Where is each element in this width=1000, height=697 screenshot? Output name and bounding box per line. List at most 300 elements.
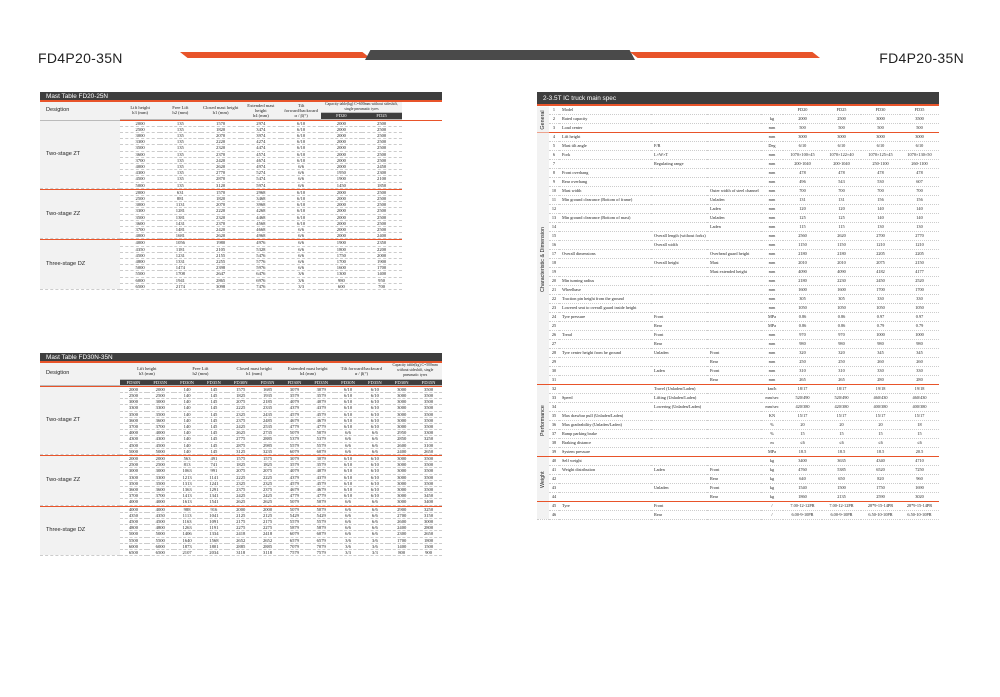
table-cell: 4500: [120, 442, 147, 448]
spec-value: [651, 376, 707, 385]
row-number: 45: [549, 502, 559, 511]
table-cell: 3500: [415, 468, 442, 474]
spec-value: 1700: [900, 286, 939, 295]
table-cell: 2600: [388, 519, 415, 525]
table-cell: 2800: [415, 525, 442, 531]
spec-value: 520/490: [822, 394, 861, 403]
spec-value: 980: [783, 340, 822, 349]
spec-value: [651, 457, 707, 466]
table-cell: 2435: [254, 411, 281, 417]
table-cell: 5328: [241, 246, 281, 252]
table-cell: 2000: [321, 208, 361, 214]
spec-value: 0.97: [900, 313, 939, 322]
spec-value: 6/10: [783, 142, 822, 151]
spec-value: 140: [861, 205, 900, 214]
unit-cell: mm: [761, 304, 783, 313]
table-cell: 145: [200, 442, 227, 448]
table-cell: 2625: [227, 430, 254, 436]
table-cell: 2500: [147, 462, 174, 468]
table-cell: 140: [174, 430, 201, 436]
table-cell: 5079: [308, 499, 335, 505]
spec-value: 496: [783, 178, 822, 187]
table-cell: 3300: [415, 430, 442, 436]
table-cell: 6/10: [281, 208, 321, 214]
spec-row: [537, 412, 939, 421]
spec-row: [537, 376, 939, 385]
spec-value: 1150: [822, 241, 861, 250]
table-cell: 1041: [200, 512, 227, 518]
table-cell: 5079: [281, 499, 308, 505]
table-cell: 135: [160, 126, 200, 132]
spec-value: 4090: [783, 268, 822, 277]
spec-value: 320: [822, 349, 861, 358]
spec-value: 3000: [900, 133, 939, 142]
table-cell: 5079: [281, 507, 308, 513]
table-cell: 3000: [388, 405, 415, 411]
spec-value: 700: [861, 187, 900, 196]
table-cell: 4679: [308, 487, 335, 493]
unit-cell: mm: [761, 376, 783, 385]
spec-value: 7250: [900, 466, 939, 475]
spec-value: [559, 160, 651, 169]
spec-value: Front overhang: [559, 169, 651, 178]
unit-cell: MPa: [761, 313, 783, 322]
table-cell: 2155: [201, 252, 241, 258]
table-cell: 2325: [227, 411, 254, 417]
table-cell: 1800: [415, 537, 442, 543]
spec-value: [651, 439, 707, 448]
table-cell: 2650: [415, 531, 442, 537]
spec-value: [707, 133, 761, 142]
spec-value: [559, 493, 651, 502]
spec-value: Laden: [707, 205, 761, 214]
table-cell: 2775: [227, 436, 254, 442]
table-cell: 3500: [147, 411, 174, 417]
spec-value: [707, 124, 761, 133]
spec-value: Unladen: [651, 349, 707, 358]
spec-row: [537, 367, 939, 376]
table-cell: 2500: [362, 139, 402, 145]
table-cell: 3000: [120, 202, 160, 208]
spec-value: 3400: [783, 457, 822, 466]
spec-row: [537, 142, 939, 151]
row-number: 11: [549, 196, 559, 205]
table-cell: 491: [200, 456, 227, 462]
spec-value: [651, 133, 707, 142]
table-cell: 2000: [147, 456, 174, 462]
table-cell: 3700: [147, 493, 174, 499]
spec-value: 2205: [861, 250, 900, 259]
spec-value: [559, 340, 651, 349]
table-cell: 2034: [200, 550, 227, 556]
spec-value: Lifting (Unladen/Laden): [651, 394, 707, 403]
table-cell: 4800: [120, 525, 147, 531]
table-cell: 2100: [362, 176, 402, 182]
spec-value: 980: [900, 340, 939, 349]
table-cell: 3125: [227, 448, 254, 454]
table-cell: 6/10: [335, 417, 362, 423]
spec-value: 478: [900, 169, 939, 178]
page-title-right: FD4P20-35N: [879, 50, 964, 66]
spec-value: 1070×100×45: [783, 151, 822, 160]
spec-value: Load center: [559, 124, 651, 133]
table-cell: 3500: [415, 462, 442, 468]
spec-value: 200-1040: [783, 160, 822, 169]
table-cell: 1681: [160, 233, 200, 239]
spec-value: 700: [900, 187, 939, 196]
table-cell: 2985: [254, 442, 281, 448]
unit-cell: %: [761, 430, 783, 439]
table-cell: 2500: [362, 220, 402, 226]
table-cell: 4668: [241, 227, 281, 233]
table-cell: 145: [200, 399, 227, 405]
row-number: 24: [549, 313, 559, 322]
unit-cell: mm: [761, 277, 783, 286]
table-cell: 3000: [388, 493, 415, 499]
spec-value: 120: [783, 205, 822, 214]
spec-row: [537, 169, 939, 178]
table-cell: 4379: [308, 405, 335, 411]
spec-value: 0.86: [822, 322, 861, 331]
spec-value: 260-1100: [900, 160, 939, 169]
table-cell: 5079: [308, 507, 335, 513]
table-cell: 2375: [227, 487, 254, 493]
spec-value: 6/10: [861, 142, 900, 151]
spec-value: Lowered seat to overall guard inside height: [559, 304, 651, 313]
table-cell: 6476: [241, 271, 281, 277]
spec-value: Laden: [707, 223, 761, 232]
spec-row: [537, 358, 939, 367]
row-number: 4: [549, 133, 559, 142]
spec-value: [559, 322, 651, 331]
table-cell: 3500: [415, 387, 442, 393]
table-cell: 3500: [120, 480, 147, 486]
table-cell: 2620: [201, 164, 241, 170]
table-cell: 3/3: [361, 550, 388, 556]
spec-value: [707, 151, 761, 160]
spec-value: 0.97: [861, 313, 900, 322]
table-cell: 1181: [160, 246, 200, 252]
spec-value: 305: [783, 295, 822, 304]
table-cell: 3500: [415, 405, 442, 411]
table-cell: 5079: [308, 430, 335, 436]
table-cell: 6/10: [361, 493, 388, 499]
table-cell: 2647: [201, 271, 241, 277]
table-cell: 4350: [120, 512, 147, 518]
model-subheader: FD35N: [415, 379, 442, 385]
spec-value: Rear overhang: [559, 178, 651, 187]
table-cell: 700: [362, 283, 402, 289]
unit-cell: KN: [761, 412, 783, 421]
spec-value: Fork: [559, 151, 651, 160]
table-cell: 3235: [254, 448, 281, 454]
spec-row: [537, 403, 939, 412]
table-cell: 145: [200, 405, 227, 411]
unit-cell: kg: [761, 484, 783, 493]
unit-cell: mm: [761, 169, 783, 178]
table-cell: 7079: [308, 543, 335, 549]
table-cell: 6/10: [335, 462, 362, 468]
table-cell: 2885: [227, 543, 254, 549]
table-cell: 6/6: [281, 265, 321, 271]
table-cell: 6/6: [281, 259, 321, 265]
table-cell: 3579: [308, 393, 335, 399]
mast-type-label: Two-stage ZT: [40, 121, 120, 189]
table-cell: 1685: [254, 387, 281, 393]
spec-value: [707, 385, 761, 394]
row-number: 22: [549, 295, 559, 304]
unit-cell: mm: [761, 214, 783, 223]
spec-value: [707, 304, 761, 313]
table-cell: 3600: [120, 151, 160, 157]
table-cell: 2000: [321, 214, 361, 220]
table-cell: 1541: [200, 499, 227, 505]
spec-value: [707, 322, 761, 331]
table-cell: 800: [388, 550, 415, 556]
spec-value: 478: [861, 169, 900, 178]
table-cell: 2400: [388, 448, 415, 454]
table-cell: 2175: [254, 519, 281, 525]
table-cell: 2400: [388, 525, 415, 531]
table-cell: 3000: [120, 468, 147, 474]
table-cell: 1381: [160, 214, 200, 220]
spec-value: [651, 169, 707, 178]
spec-title: 2-3.5T IC truck main spec: [537, 92, 939, 106]
table-cell: 5000: [120, 265, 160, 271]
table-cell: 6/10: [361, 424, 388, 430]
table-cell: 4000: [120, 499, 147, 505]
table-cell: 1873: [174, 543, 201, 549]
header-accent-left: [180, 52, 370, 58]
table-cell: 3474: [241, 126, 281, 132]
row-number: 31: [549, 376, 559, 385]
table-cell: 4079: [308, 468, 335, 474]
spec-value: 650: [822, 475, 861, 484]
table-cell: 135: [160, 139, 200, 145]
spec-value: 460/430: [861, 394, 900, 403]
spec-value: 6/10: [822, 142, 861, 151]
spec-value: 0.86: [783, 313, 822, 322]
table-cell: 3468: [241, 196, 281, 202]
table-cell: 2620: [201, 233, 241, 239]
table-cell: 3300: [120, 405, 147, 411]
table-cell: 3/3: [335, 550, 362, 556]
unit-cell: %: [761, 421, 783, 430]
table-cell: 3079: [308, 387, 335, 393]
table-cell: 2175: [227, 519, 254, 525]
table-cell: 6/6: [361, 525, 388, 531]
column-header: Tilt forward/backward α / β(°): [335, 363, 389, 379]
table-cell: 135: [160, 121, 200, 127]
unit-cell: mm: [761, 196, 783, 205]
table-cell: 1820: [201, 126, 241, 132]
table-cell: 2070: [201, 133, 241, 139]
table-cell: 7579: [281, 550, 308, 556]
row-number: 10: [549, 187, 559, 196]
spec-value: 4182: [861, 268, 900, 277]
table-cell: 4000: [147, 430, 174, 436]
table-cell: 2370: [201, 220, 241, 226]
spec-value: 345: [861, 349, 900, 358]
spec-category: Weight: [537, 457, 549, 502]
spec-row: [537, 259, 939, 268]
spec-value: 140: [900, 214, 939, 223]
table-cell: 2425: [254, 493, 281, 499]
table-cell: 5429: [281, 512, 308, 518]
table-cell: 4000: [120, 240, 160, 246]
column-header: Closed mast height h1 (mm): [201, 102, 241, 119]
spec-value: 500: [822, 124, 861, 133]
spec-value: [707, 448, 761, 457]
table-cell: 3000: [388, 393, 415, 399]
spec-value: Rear: [651, 322, 707, 331]
table-cell: 6/6: [361, 430, 388, 436]
unit-cell: mm: [761, 160, 783, 169]
spec-value: 1540: [783, 484, 822, 493]
spec-value: [559, 268, 651, 277]
spec-value: L×W×T: [651, 151, 707, 160]
spec-value: 2205: [900, 250, 939, 259]
spec-value: [651, 250, 707, 259]
table-cell: 6/6: [281, 164, 321, 170]
table-cell: 1141: [200, 474, 227, 480]
mast-table-title: Mast Table FD30N-35N: [40, 353, 442, 363]
unit-cell: /: [761, 502, 783, 511]
spec-value: [559, 259, 651, 268]
page-title-left: FD4P20-35N: [38, 50, 123, 66]
table-cell: 2652: [227, 537, 254, 543]
table-cell: 2500: [362, 145, 402, 151]
table-cell: 6/10: [335, 480, 362, 486]
spec-value: [651, 277, 707, 286]
spec-value: 500: [861, 124, 900, 133]
table-cell: 2105: [201, 246, 241, 252]
table-cell: 5976: [241, 265, 281, 271]
spec-row: [537, 502, 939, 511]
unit-cell: km/h: [761, 385, 783, 394]
model-subheader: FD35N: [361, 379, 388, 385]
spec-value: [559, 376, 651, 385]
table-cell: 5000: [147, 531, 174, 537]
spec-value: 820: [861, 475, 900, 484]
table-cell: 3000: [388, 387, 415, 393]
row-number: 6: [549, 151, 559, 160]
table-cell: 600: [321, 283, 361, 289]
spec-value: 0.86: [783, 322, 822, 331]
unit-cell: mm/sec: [761, 403, 783, 412]
table-cell: 1213: [174, 474, 201, 480]
spec-value: Rear: [707, 493, 761, 502]
table-cell: 3000: [388, 417, 415, 423]
model-subheader: FD30N: [281, 379, 308, 385]
spec-value: 18.5: [822, 448, 861, 457]
table-cell: 2900: [388, 507, 415, 513]
table-cell: 2350: [362, 240, 402, 246]
table-cell: 6/10: [335, 399, 362, 405]
row-number: 3: [549, 124, 559, 133]
table-cell: 3000: [388, 399, 415, 405]
spec-value: 15/17: [783, 412, 822, 421]
table-cell: 1400: [362, 271, 402, 277]
spec-value: 700: [783, 187, 822, 196]
spec-value: [651, 205, 707, 214]
table-cell: 3500: [415, 480, 442, 486]
spec-row: [537, 295, 939, 304]
table-cell: 6/10: [281, 139, 321, 145]
spec-value: 970: [822, 331, 861, 340]
table-cell: 7476: [241, 283, 281, 289]
spec-value: [707, 142, 761, 151]
table-cell: 6/10: [361, 468, 388, 474]
unit-cell: [761, 106, 783, 115]
spec-value: ≤6: [900, 439, 939, 448]
mast-type-label: Three-stage DZ: [40, 507, 120, 556]
table-cell: 2875: [227, 442, 254, 448]
table-cell: 5579: [281, 519, 308, 525]
table-cell: 2000: [321, 121, 361, 127]
table-cell: 6079: [308, 448, 335, 454]
spec-value: Front: [651, 313, 707, 322]
spec-value: 19/18: [900, 385, 939, 394]
mast-type-label: Three-stage DZ: [40, 240, 120, 289]
table-cell: 1113: [174, 512, 201, 518]
table-cell: 3300: [120, 139, 160, 145]
spec-value: Laden: [651, 466, 707, 475]
table-cell: 1191: [200, 525, 227, 531]
table-cell: 135: [160, 157, 200, 163]
table-cell: 4000: [120, 430, 147, 436]
column-header: Tilt forward/backward α / β(°): [281, 102, 321, 119]
spec-value: 20.5: [900, 448, 939, 457]
table-cell: 1613: [174, 499, 201, 505]
table-cell: 1825: [227, 393, 254, 399]
spec-value: 7.00-12-12PR: [822, 502, 861, 511]
unit-cell: mm: [761, 250, 783, 259]
unit-cell: mm: [761, 178, 783, 187]
spec-value: 140: [861, 214, 900, 223]
spec-value: Front: [707, 349, 761, 358]
spec-row: [537, 250, 939, 259]
table-cell: 6/10: [281, 121, 321, 127]
spec-value: Mast extended height: [707, 268, 761, 277]
table-cell: 1313: [174, 480, 201, 486]
table-cell: 4674: [241, 157, 281, 163]
spec-value: [559, 232, 651, 241]
table-cell: 2370: [201, 151, 241, 157]
spec-value: 6520: [861, 466, 900, 475]
spec-value: 1750: [861, 484, 900, 493]
table-cell: 5500: [120, 537, 147, 543]
spec-value: 2700: [861, 232, 900, 241]
row-number: 25: [549, 322, 559, 331]
table-cell: 813: [174, 462, 201, 468]
table-cell: 5579: [308, 519, 335, 525]
column-header: Extended mast height h4 (mm): [241, 102, 281, 119]
table-cell: 6/6: [335, 525, 362, 531]
table-cell: 3579: [308, 462, 335, 468]
model-subheader: FD30N: [120, 379, 147, 385]
spec-value: [707, 430, 761, 439]
spec-value: ≤6: [861, 439, 900, 448]
spec-value: 20: [783, 421, 822, 430]
spec-row: [537, 160, 939, 169]
table-cell: 4679: [281, 487, 308, 493]
table-cell: 5379: [281, 436, 308, 442]
spec-value: [651, 187, 707, 196]
spec-value: 18: [900, 421, 939, 430]
header-accent-right: [630, 52, 820, 58]
table-cell: 563: [174, 456, 201, 462]
